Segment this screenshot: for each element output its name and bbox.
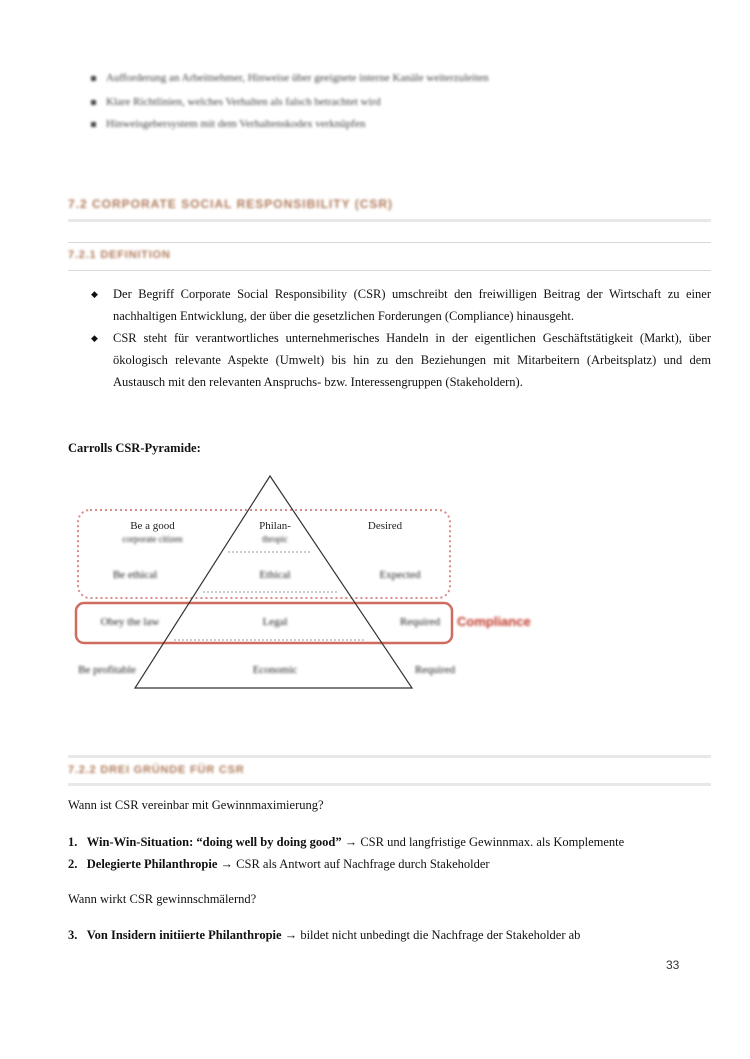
- heading-rule: [68, 219, 711, 222]
- section-heading-7-2: 7.2 CORPORATE SOCIAL RESPONSIBILITY (CSR): [68, 197, 394, 211]
- section-heading-7-2-1: 7.2.1 DEFINITION: [68, 249, 171, 261]
- page-number: 33: [666, 958, 680, 972]
- reason-text: bildet nicht unbedingt die Nachfrage der Stakeholder ab: [297, 928, 581, 942]
- section-heading-7-2-2: 7.2.2 DREI GRÜNDE FÜR CSR: [68, 764, 245, 776]
- heading-rule: [68, 783, 711, 786]
- pyramid-row1-right: Desired: [367, 520, 403, 532]
- bullet-dot-icon: [91, 100, 96, 105]
- top-bullet-3: Hinweisgebersystem mit dem Verhaltenskodex verknüpfen: [91, 118, 365, 130]
- pyramid-title: Carrolls CSR-Pyramide:: [68, 441, 201, 455]
- pyramid-row1-center-sub: thropic: [262, 534, 288, 544]
- pyramid-row3-right: Required: [399, 616, 441, 628]
- pyramid-triangle: [135, 476, 412, 688]
- bullet-dot-icon: [91, 122, 96, 127]
- heading-rule: [68, 270, 711, 271]
- arrow-right-icon: →: [284, 928, 298, 942]
- pyramid-row3-left: Obey the law: [100, 616, 160, 628]
- definition-bullet-2: ◆ CSR steht für verantwortliches unternehmerisches Handeln in der eigentlichen Geschäftstätigkeit (Markt), über ökologisch relevante Aspekte (Umwelt) bis hin zu den Beziehungen mit Mitarbeitern (Arbeitsplatz) und dem Austausch mit den relevanten Anspruchs- bzw. Interessengruppen (Stakeholdern).: [91, 327, 711, 393]
- pyramid-row4-right: Required: [414, 664, 456, 676]
- reason-2: [68, 857, 490, 872]
- pyramid-row1-left: Be a good: [130, 520, 175, 532]
- diamond-bullet-icon: ◆: [91, 289, 98, 299]
- heading-rule: [68, 755, 711, 758]
- pyramid-row2-left: Be ethical: [112, 569, 158, 581]
- reason-title: Win-Win-Situation: “doing well by doing good”: [86, 835, 342, 849]
- reason-title: Von Insidern initiierte Philanthropie: [86, 928, 282, 942]
- bullet-dot-icon: [91, 76, 96, 81]
- pyramid-row3-center: Legal: [262, 616, 288, 628]
- top-bullet-2: Klare Richtlinien, welches Verhalten als falsch betrachtet wird: [91, 96, 381, 108]
- reason-1: [68, 835, 624, 850]
- pyramid-row1-center: Philan-: [259, 520, 291, 532]
- arrow-right-icon: →: [220, 857, 234, 871]
- question-1: Wann ist CSR vereinbar mit Gewinnmaximierung?: [68, 798, 324, 812]
- reason-text: CSR und langfristige Gewinnmax. als Komplemente: [357, 835, 625, 849]
- pyramid-row2-center: Ethical: [259, 569, 291, 581]
- top-bullet-1: Aufforderung an Arbeitnehmer, Hinweise über geeignete interne Kanäle weiterzuleiten: [91, 72, 489, 84]
- reason-number: 2.: [68, 857, 78, 871]
- pyramid-row4-center: Economic: [252, 664, 298, 676]
- pyramid-row1-left-sub: corporate citizen: [122, 534, 183, 544]
- reason-number: 3.: [68, 928, 78, 942]
- compliance-label: Compliance: [457, 614, 531, 629]
- question-2: Wann wirkt CSR gewinnschmälernd?: [68, 892, 257, 906]
- reason-title: Delegierte Philanthropie: [86, 857, 218, 871]
- diamond-bullet-icon: ◆: [91, 333, 98, 343]
- reason-number: 1.: [68, 835, 78, 849]
- heading-rule: [68, 242, 711, 243]
- reason-text: CSR als Antwort auf Nachfrage durch Stakeholder: [233, 857, 490, 871]
- pyramid-row4-left: Be profitable: [78, 664, 136, 676]
- arrow-right-icon: →: [344, 835, 358, 849]
- definition-bullet-1: ◆ Der Begriff Corporate Social Responsibility (CSR) umschreibt den freiwilligen Beitrag der Wirtschaft zu einer nachhaltigen Entwicklung, der über die gesetzlichen Forderungen (Compliance) hinausgeht.: [91, 283, 711, 327]
- reason-3: [68, 928, 580, 943]
- pyramid-row2-right: Expected: [379, 569, 421, 581]
